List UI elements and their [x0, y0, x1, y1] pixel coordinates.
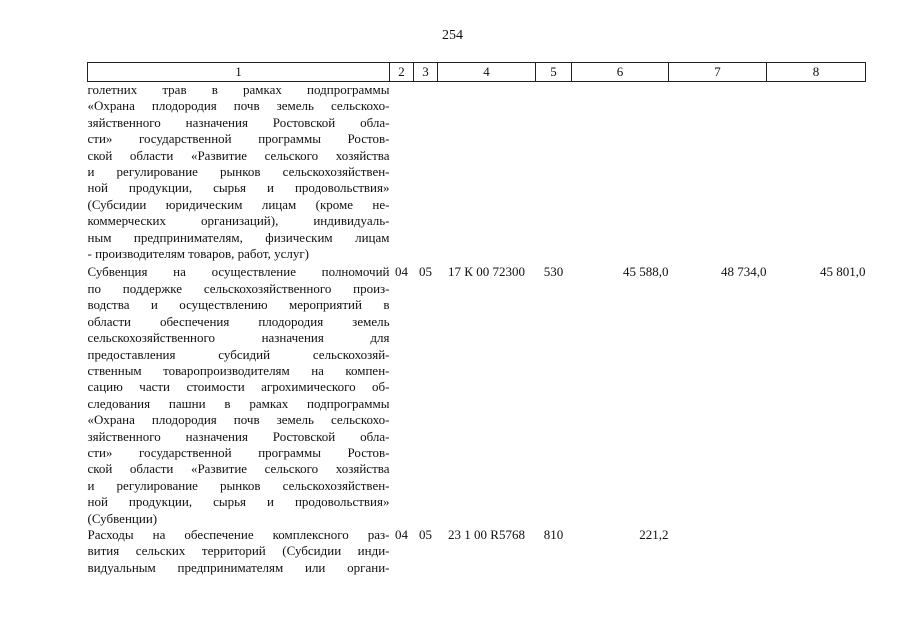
- section-code: 04: [395, 526, 408, 542]
- description-line: следования пашни в рамках подпрограммы: [87, 395, 390, 411]
- table-row: [88, 262, 866, 527]
- column-header-5: 5: [536, 63, 572, 82]
- amount-col-7: [669, 82, 767, 263]
- description-line: (Субсидии юридическим лицам (кроме не-: [87, 196, 390, 212]
- description-line: ственным товаропроизводителям на компен-: [87, 362, 390, 378]
- amount-col-7: [669, 527, 767, 576]
- description-line: и регулирование рынков сельскохозяйствен-: [87, 477, 390, 493]
- amount-col-8: [767, 82, 866, 263]
- subsection-code: [414, 82, 438, 263]
- section-code: [390, 82, 414, 263]
- description-line: ской области «Развитие сельского хозяйства: [87, 461, 390, 477]
- description-line: сти» государственной программы Ростов-: [87, 131, 390, 147]
- row-description: [88, 527, 390, 576]
- row-description: [88, 82, 390, 263]
- description-line: зяйственного назначения Ростовской обла-: [87, 428, 390, 444]
- description-line: сацию части стоимости агрохимического об-: [87, 379, 390, 395]
- description-line: ской области «Развитие сельского хозяйства: [87, 147, 390, 163]
- amount-col-7: 48 734,0: [721, 264, 767, 280]
- description-line: видуальным предпринимателям или органи-: [87, 559, 390, 575]
- column-header-7: 7: [669, 63, 767, 82]
- table-header-row: [88, 63, 866, 82]
- expense-type-code: [536, 82, 572, 263]
- target-article-code: 17 К 00 72300: [448, 264, 525, 280]
- description-line: «Охрана плодородия почв земель сельскохо-: [87, 412, 390, 428]
- description-line: ной продукции, сырья и продовольствия»: [87, 494, 390, 510]
- description-line: «Охрана плодородия почв земель сельскохо-: [87, 98, 390, 114]
- description-line: ным предпринимателям, физическим лицам: [87, 229, 390, 245]
- table-row: [88, 527, 866, 576]
- description-line: Субвенция на осуществление полномочий: [87, 264, 390, 280]
- target-article-code: [438, 82, 536, 263]
- expense-type-code: 530: [543, 264, 564, 280]
- subsection-code: 05: [419, 264, 432, 280]
- column-header-3: 3: [414, 63, 438, 82]
- column-header-2: 2: [390, 63, 414, 82]
- description-line: зяйственного назначения Ростовской обла-: [87, 114, 390, 130]
- description-line: водства и осуществлению мероприятий в: [87, 297, 390, 313]
- description-line: (Субвенции): [87, 510, 158, 526]
- budget-table: [87, 62, 866, 576]
- table-row: [88, 82, 866, 263]
- column-header-1: 1: [88, 63, 390, 82]
- description-line: Расходы на обеспечение комплексного раз-: [87, 526, 390, 542]
- column-header-6: 6: [572, 63, 669, 82]
- description-line: - производителям товаров, работ, услуг): [87, 246, 309, 262]
- description-line: области обеспечения плодородия земель: [87, 313, 390, 329]
- column-header-4: 4: [438, 63, 536, 82]
- row-description: [88, 262, 390, 527]
- description-line: ной продукции, сырья и продовольствия»: [87, 180, 390, 196]
- description-line: коммерческих организаций), индивидуаль-: [87, 213, 390, 229]
- subsection-code: 05: [419, 526, 432, 542]
- amount-col-8: [767, 527, 866, 576]
- amount-col-8: 45 801,0: [820, 264, 866, 280]
- description-line: голетних трав в рамках подпрограммы: [87, 82, 390, 97]
- description-line: сельскохозяйственного назначения для: [87, 330, 390, 346]
- description-line: предоставления субсидий сельскохозяй-: [87, 346, 390, 362]
- amount-col-6: 45 588,0: [623, 264, 669, 280]
- expense-type-code: 810: [543, 526, 564, 542]
- description-line: вития сельских территорий (Субсидии инди-: [87, 543, 390, 559]
- amount-col-6: [572, 82, 669, 263]
- target-article-code: 23 1 00 R5768: [448, 526, 525, 542]
- description-line: и регулирование рынков сельскохозяйствен-: [87, 164, 390, 180]
- page-number: 254: [442, 28, 463, 43]
- amount-col-6: 221,2: [639, 526, 669, 542]
- description-line: сти» государственной программы Ростов-: [87, 444, 390, 460]
- section-code: 04: [395, 264, 408, 280]
- description-line: по поддержке сельскохозяйственного произ-: [87, 280, 390, 296]
- column-header-8: 8: [767, 63, 866, 82]
